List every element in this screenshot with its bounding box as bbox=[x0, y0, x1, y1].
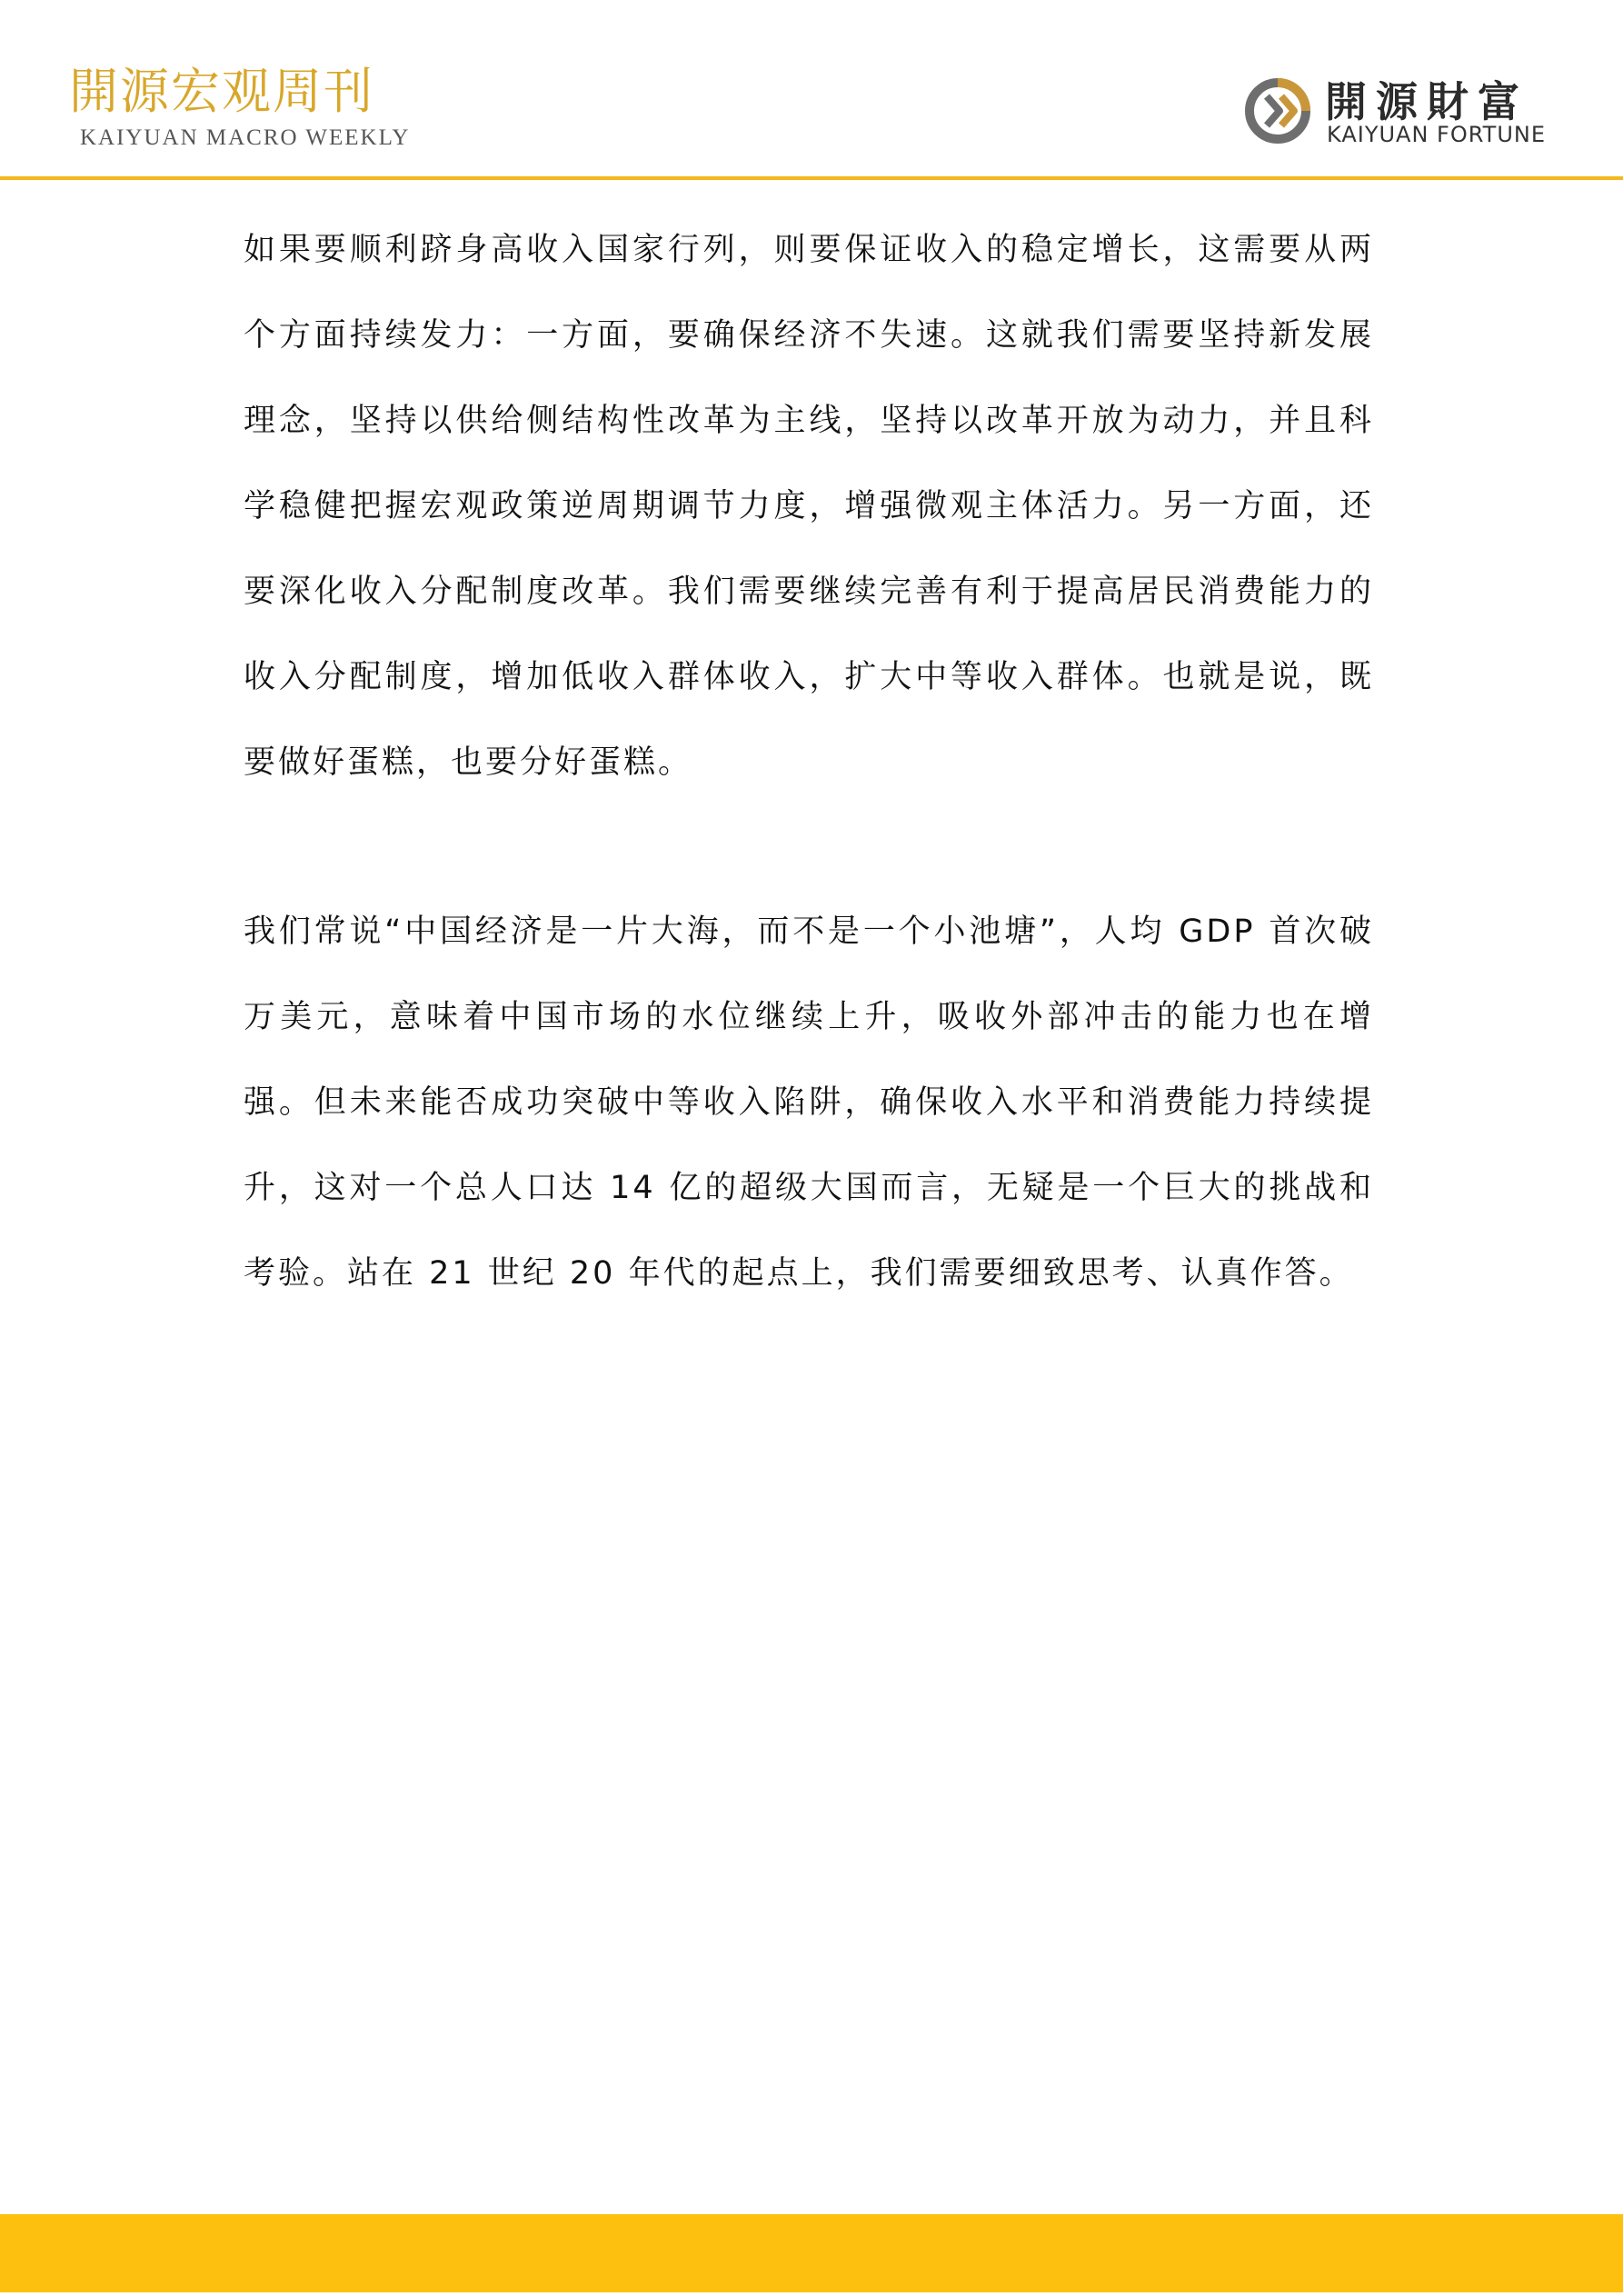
logo-name-cn: 開源財富 bbox=[1325, 77, 1528, 126]
publication-subtitle: KAIYUAN MACRO WEEKLY bbox=[80, 125, 411, 150]
kaiyuan-logo-icon bbox=[1241, 75, 1314, 147]
kaiyuan-logo bbox=[1234, 64, 1561, 164]
paragraph: 我们常说“中国经济是一片大海，而不是一个小池塘”，人均 GDP 首次破万美元，意味着中国市场的水位继续上升，吸收外部冲击的能力也在增强。但未来能否成功突破中等收入陷阱，确保收入水平和消费能力持续提升，这对一个总人口达 14 亿的超级大国而言，无疑是一个巨大的挑战和考验。站在 21 世纪 20 年代的起点上，我们需要细致思考、认真作答。 bbox=[244, 913, 1374, 1292]
page-header bbox=[0, 0, 1623, 178]
header-divider bbox=[0, 176, 1623, 180]
article-body bbox=[244, 207, 1374, 1316]
footer-bar bbox=[0, 2214, 1623, 2292]
logo-name-en: KAIYUAN FORTUNE bbox=[1327, 122, 1547, 147]
publication-title: 開源宏观周刊 bbox=[69, 63, 374, 120]
paragraph: 如果要顺利跻身高收入国家行列，则要保证收入的稳定增长，这需要从两个方面持续发力：一方面，要确保经济不失速。这就我们需要坚持新发展理念，坚持以供给侧结构性改革为主线，坚持以改革开放为动力，并且科学稳健把握宏观政策逆周期调节力度，增强微观主体活力。另一方面，还要深化收入分配制度改革。我们需要继续完善有利于提高居民消费能力的收入分配制度，增加低收入群体收入，扩大中等收入群体。也就是说，既要做好蛋糕，也要分好蛋糕。 bbox=[244, 232, 1374, 781]
